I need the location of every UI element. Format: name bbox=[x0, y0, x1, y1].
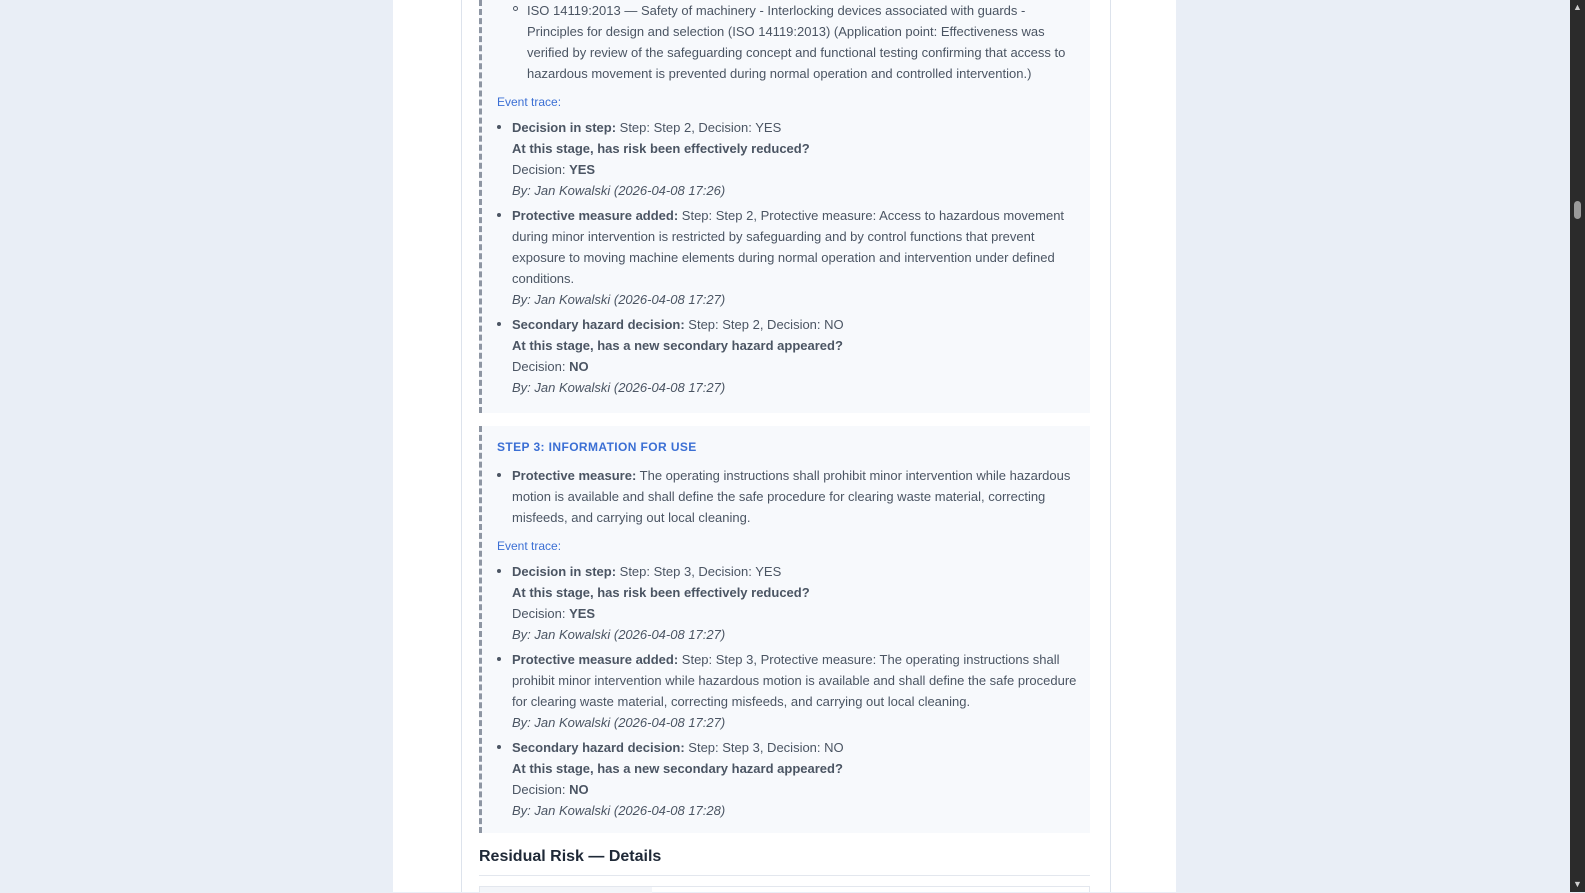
residual-risk-heading: Residual Risk — Details bbox=[479, 848, 662, 865]
event-label: Secondary hazard decision: bbox=[512, 740, 685, 755]
event-item bbox=[497, 737, 1078, 821]
event-text: Step: Step 3, Protective measure: The operating instructions shall prohibit minor intervention while hazardous motion is available and shall define the safe procedure for clearing waste material, correcting misfeeds, and carrying out local cleaning. bbox=[512, 652, 1077, 709]
event-decision bbox=[512, 159, 1078, 180]
step-2-block bbox=[479, 0, 1090, 413]
protective-measure-list bbox=[497, 465, 1078, 528]
event-author: By: Jan Kowalski (2026-04-08 17:28) bbox=[512, 803, 726, 818]
event-text: Step: Step 3, Decision: YES bbox=[616, 564, 782, 579]
event-author: By: Jan Kowalski (2026-04-08 17:27) bbox=[512, 380, 726, 395]
decision-value: NO bbox=[569, 359, 589, 374]
vertical-scrollbar[interactable] bbox=[1570, 0, 1585, 892]
event-question: At this stage, has a new secondary hazard appeared? bbox=[512, 338, 843, 353]
decision-prefix: Decision: bbox=[512, 782, 570, 797]
step-title: STEP 3: INFORMATION FOR USE bbox=[497, 440, 697, 454]
decision-prefix: Decision: bbox=[512, 606, 570, 621]
event-trace-title: Event trace: bbox=[497, 95, 562, 109]
event-decision bbox=[512, 779, 1078, 800]
step-3-block bbox=[479, 426, 1090, 833]
event-question: At this stage, has a new secondary hazard appeared? bbox=[512, 761, 843, 776]
event-label: Protective measure added: bbox=[512, 652, 679, 667]
event-text: Step: Step 2, Protective measure: Access to hazardous movement during minor intervention is restricted by safeguarding and by control functions that prevent exposure to moving machine elements during normal operation and intervention under defined conditions. bbox=[512, 208, 1065, 286]
event-author: By: Jan Kowalski (2026-04-08 17:27) bbox=[512, 292, 726, 307]
decision-prefix: Decision: bbox=[512, 162, 570, 177]
decision-prefix: Decision: bbox=[512, 359, 570, 374]
decision-value: YES bbox=[569, 162, 596, 177]
residual-risk-table bbox=[479, 886, 1090, 892]
table-header-cell bbox=[480, 887, 652, 893]
event-item bbox=[497, 117, 1078, 201]
event-item bbox=[497, 561, 1078, 645]
event-text: Step: Step 2, Decision: YES bbox=[616, 120, 782, 135]
event-item bbox=[497, 205, 1078, 310]
scroll-thumb[interactable] bbox=[1574, 201, 1581, 219]
event-trace-list bbox=[497, 561, 1078, 821]
event-item bbox=[497, 314, 1078, 398]
standards-list bbox=[497, 0, 1078, 84]
protective-measure-item bbox=[497, 465, 1078, 528]
event-label: Decision in step: bbox=[512, 564, 617, 579]
event-question: At this stage, has risk been effectively reduced? bbox=[512, 141, 810, 156]
scroll-down-icon[interactable]: ▼ bbox=[1573, 879, 1582, 889]
decision-value: YES bbox=[569, 606, 596, 621]
scroll-up-icon[interactable]: ▲ bbox=[1573, 2, 1582, 12]
event-label: Decision in step: bbox=[512, 120, 617, 135]
event-author: By: Jan Kowalski (2026-04-08 17:27) bbox=[512, 627, 726, 642]
decision-value: NO bbox=[569, 782, 589, 797]
heading-divider bbox=[479, 875, 1090, 876]
event-trace-list bbox=[497, 117, 1078, 398]
event-question: At this stage, has risk been effectively reduced? bbox=[512, 585, 810, 600]
event-text: Step: Step 3, Decision: NO bbox=[684, 740, 844, 755]
event-trace-title: Event trace: bbox=[497, 539, 562, 553]
event-item bbox=[497, 649, 1078, 733]
event-decision bbox=[512, 603, 1078, 624]
measure-label: Protective measure: bbox=[512, 468, 637, 483]
event-label: Secondary hazard decision: bbox=[512, 317, 685, 332]
standard-item: ISO 14119:2013 — Safety of machinery - Interlocking devices associated with guards - Principles for design and selection (ISO 14119:2013) (Application point: Effectiveness was verified by review of the safeguarding concept and functional testing confirming that access to hazardous movement is prevented during normal operation and controlled intervention.) bbox=[513, 0, 1078, 84]
event-author: By: Jan Kowalski (2026-04-08 17:26) bbox=[512, 183, 726, 198]
event-label: Protective measure added: bbox=[512, 208, 679, 223]
event-text: Step: Step 2, Decision: NO bbox=[684, 317, 844, 332]
measure-text: The operating instructions shall prohibit minor intervention while hazardous motion is available and shall define the safe procedure for clearing waste material, correcting misfeeds, and carrying out local cleaning. bbox=[512, 468, 1071, 525]
event-author: By: Jan Kowalski (2026-04-08 17:27) bbox=[512, 715, 726, 730]
event-decision bbox=[512, 356, 1078, 377]
